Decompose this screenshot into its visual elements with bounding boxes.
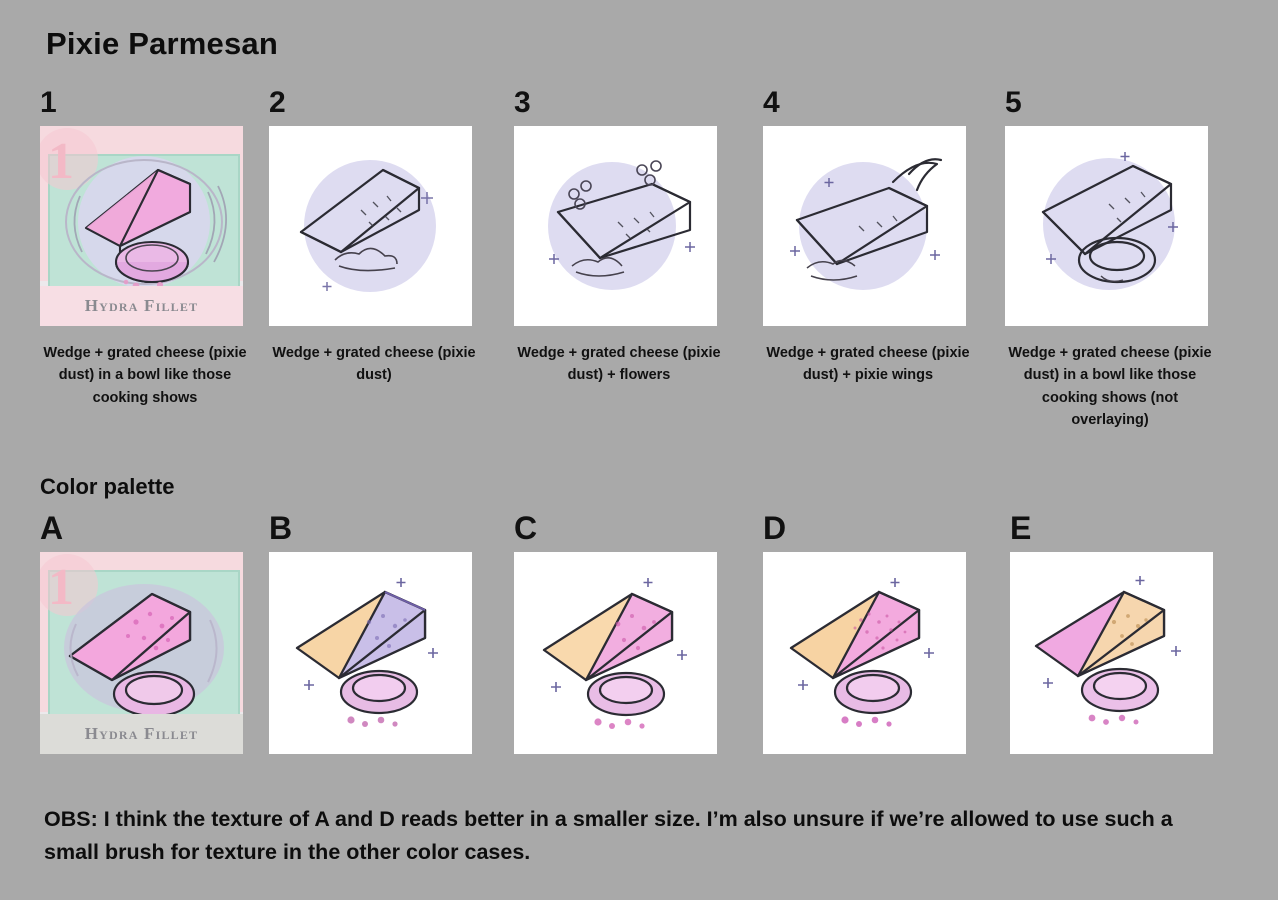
sketch-illustration [1005,126,1208,326]
cover-title-word: Hydra Fillet [84,724,199,743]
palette-item-c[interactable] [514,512,717,754]
cover-mock-art [40,552,243,754]
palette-label-c: C [514,510,538,546]
palette-thumb-e[interactable] [1010,552,1213,754]
sketch-illustration [514,126,717,326]
palette-label-e: E [1010,510,1032,546]
palette-illustration [269,552,472,754]
palette-illustration [514,552,717,754]
cover-mock-art [40,126,243,326]
sketch-item-5[interactable] [1005,88,1215,432]
sketch-caption-3: Wedge + grated cheese (pixie dust) + flowers [517,345,721,384]
sketch-label-2: 2 [269,86,286,119]
palette-label-a: A [40,510,64,546]
palette-item-e[interactable] [1010,512,1213,754]
cover-title-word: Hydra Fillet [84,296,199,315]
palette-label-b: B [269,510,293,546]
sketch-caption-4: Wedge + grated cheese (pixie dust) + pixie wings [766,345,970,384]
sketch-illustration [269,126,472,326]
sketch-thumb-2[interactable] [269,126,472,326]
sketch-label-3: 3 [514,86,531,119]
sketch-thumb-3[interactable] [514,126,717,326]
sketch-item-2[interactable] [269,88,479,387]
sketch-illustration [763,126,966,326]
observation-note: OBS: I think the texture of A and D reads better in a smaller size. I’m also unsure if we’re allowed to use such a small brush for texture in the other color cases. [44,807,1173,865]
sketch-label-1: 1 [40,86,57,119]
sketch-thumb-4[interactable] [763,126,966,326]
section-title-color-palette: Color palette [40,474,175,499]
sketch-caption-5: Wedge + grated cheese (pixie dust) in a bowl like those cooking shows (not overlaying) [1008,345,1212,429]
cover-number: 1 [48,133,74,190]
sketch-label-5: 5 [1005,86,1022,119]
sketch-caption-2: Wedge + grated cheese (pixie dust) [272,345,476,384]
sketch-label-4: 4 [763,86,780,119]
page-title: Pixie Parmesan [46,26,279,61]
palette-illustration [763,552,966,754]
sketch-thumb-1[interactable] [40,126,243,326]
palette-illustration [1010,552,1213,754]
sketch-caption-1: Wedge + grated cheese (pixie dust) in a bowl like those cooking shows [43,345,247,406]
sketch-item-3[interactable] [514,88,724,387]
palette-thumb-b[interactable] [269,552,472,754]
palette-thumb-d[interactable] [763,552,966,754]
palette-item-a[interactable] [40,512,243,754]
palette-thumb-a[interactable] [40,552,243,754]
palette-item-d[interactable] [763,512,966,754]
sketch-item-4[interactable] [763,88,973,387]
sketch-thumb-5[interactable] [1005,126,1208,326]
sketch-item-1[interactable] [40,88,250,409]
palette-item-b[interactable] [269,512,472,754]
cover-number: 1 [48,559,74,616]
palette-label-d: D [763,510,787,546]
palette-thumb-c[interactable] [514,552,717,754]
